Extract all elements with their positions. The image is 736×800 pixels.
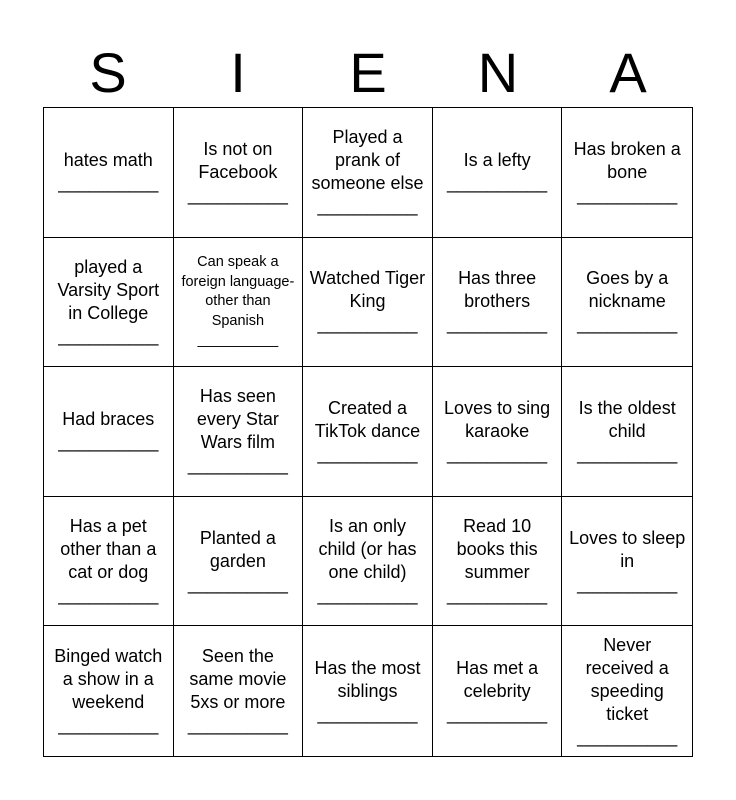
bingo-cell-r2c5 [562,238,692,368]
bingo-cell-text: Seen the same movie 5xs or more __________ [187,646,288,736]
bingo-cell-r2c2 [174,238,304,368]
bingo-cell-text: Planted a garden __________ [187,527,288,594]
bingo-cell-text: Watched Tiger King __________ [309,268,426,335]
bingo-cell-text: Read 10 books this summer __________ [447,516,548,606]
bingo-cell-r3c2 [174,367,304,497]
bingo-cell-r4c3 [303,497,433,627]
bingo-cell-text: Created a TikTok dance __________ [314,397,421,464]
bingo-cell-text: Is an only child (or has one child) __________ [317,516,418,606]
bingo-cell-r1c5 [562,108,692,238]
bingo-cell-text: Is the oldest child __________ [577,397,678,464]
bingo-cell-r5c1 [44,626,174,756]
bingo-cell-text: Has three brothers __________ [447,268,548,335]
bingo-cell-text: Binged watch a show in a weekend __________ [54,646,163,736]
bingo-cell-r4c2 [174,497,304,627]
bingo-cell-text: Loves to sleep in __________ [569,527,686,594]
bingo-cell-text: Is a lefty __________ [447,150,548,194]
bingo-cell-r5c4 [433,626,563,756]
bingo-cell-text: Had braces __________ [58,409,159,453]
bingo-cell-r3c5 [562,367,692,497]
bingo-cell-r2c3 [303,238,433,368]
bingo-cell-r2c1 [44,238,174,368]
bingo-cell-text: Never received a speeding ticket __________ [577,634,678,747]
bingo-cell-r1c4 [433,108,563,238]
bingo-cell-r3c1 [44,367,174,497]
bingo-cell-text: Loves to sing karaoke __________ [444,397,551,464]
bingo-cell-r2c4 [433,238,563,368]
header-letter-a: A [609,41,647,104]
bingo-cell-r1c2 [174,108,304,238]
bingo-header [43,40,693,106]
header-letter-s: S [89,41,127,104]
bingo-cell-r4c4 [433,497,563,627]
bingo-cell-r5c5 [562,626,692,756]
bingo-cell-text: Played a prank of someone else __________ [311,127,424,217]
bingo-cell-text: Has broken a bone __________ [573,138,681,205]
header-letter-n: N [477,41,519,104]
bingo-cell-text: Has seen every Star Wars film __________ [187,386,288,476]
bingo-cell-text: Has the most siblings __________ [314,657,421,724]
bingo-cell-r4c1 [44,497,174,627]
bingo-cell-text: Is not on Facebook __________ [187,138,288,205]
bingo-cell-r5c2 [174,626,304,756]
bingo-cell-r3c4 [433,367,563,497]
header-letter-i: I [230,41,246,104]
bingo-cell-text: Can speak a foreign language- other than Spanish __________ [181,254,295,349]
bingo-cell-r1c3 [303,108,433,238]
bingo-cell-r4c5 [562,497,692,627]
bingo-cell-text: Has met a celebrity __________ [447,657,548,724]
bingo-cell-text: Has a pet other than a cat or dog __________ [58,516,159,606]
bingo-board [43,107,693,757]
header-letter-e: E [349,41,387,104]
bingo-cell-r3c3 [303,367,433,497]
bingo-cell-text: hates math __________ [58,150,159,194]
bingo-cell-r1c1 [44,108,174,238]
bingo-cell-text: played a Varsity Sport in College __________ [57,256,160,346]
bingo-cell-r5c3 [303,626,433,756]
bingo-cell-text: Goes by a nickname __________ [577,268,678,335]
